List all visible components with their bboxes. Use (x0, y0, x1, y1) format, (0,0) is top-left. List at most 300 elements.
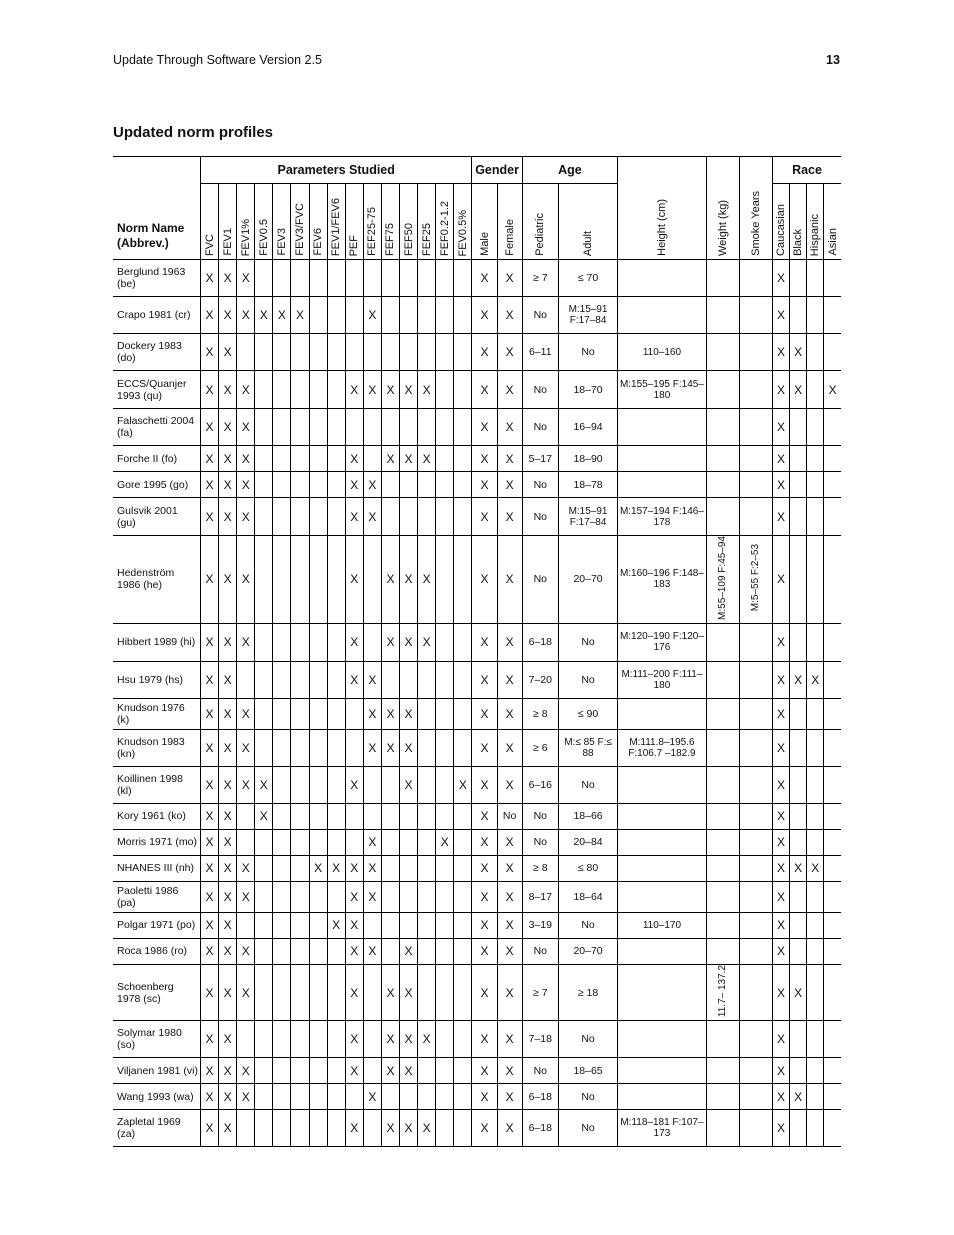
table-cell (454, 446, 472, 472)
table-cell (418, 729, 436, 766)
table-cell: X (497, 472, 522, 498)
table-cell (790, 1058, 807, 1084)
table-cell (618, 1058, 706, 1084)
table-cell: X (363, 498, 381, 536)
table-cell: X (773, 964, 790, 1020)
table-cell: X (497, 938, 522, 964)
table-cell: X (472, 938, 497, 964)
table-cell: X (363, 729, 381, 766)
table-cell: X (773, 409, 790, 446)
table-cell (327, 472, 345, 498)
table-row (113, 1084, 841, 1110)
column-header-weight-kg- (706, 184, 739, 260)
table-cell: X (219, 698, 237, 729)
table-cell (824, 260, 841, 297)
table-cell (807, 803, 824, 829)
table-cell (327, 803, 345, 829)
table-cell (381, 829, 399, 855)
table-cell (400, 297, 418, 334)
table-cell (309, 766, 327, 803)
table-cell: X (200, 1084, 218, 1110)
table-cell: X (345, 881, 363, 912)
table-cell (618, 698, 706, 729)
table-cell: M:157–194 F:146–178 (618, 498, 706, 536)
table-row (113, 912, 841, 938)
table-cell (706, 536, 739, 624)
norm-name-cell: Kory 1961 (ko) (113, 803, 200, 829)
table-cell: X (400, 623, 418, 661)
table-cell: X (472, 1084, 497, 1110)
column-header-label: FEF50 (402, 222, 415, 256)
table-cell: No (522, 409, 558, 446)
table-cell (309, 1110, 327, 1147)
table-cell (418, 803, 436, 829)
table-cell (807, 297, 824, 334)
table-cell: X (400, 1058, 418, 1084)
table-cell: X (773, 472, 790, 498)
gender-group-header: Gender (472, 157, 522, 184)
table-cell (291, 1058, 309, 1084)
table-cell: X (237, 881, 255, 912)
table-cell (273, 698, 291, 729)
table-cell: X (472, 472, 497, 498)
table-cell: X (237, 729, 255, 766)
weight-header-spacer (706, 157, 739, 184)
table-cell (706, 472, 739, 498)
norm-name-cell: Gulsvik 2001 (gu) (113, 498, 200, 536)
table-cell (400, 409, 418, 446)
table-cell (327, 409, 345, 446)
table-cell: X (219, 446, 237, 472)
table-cell: X (418, 536, 436, 624)
table-cell: X (497, 297, 522, 334)
table-cell (454, 829, 472, 855)
table-cell: X (200, 829, 218, 855)
table-cell (309, 498, 327, 536)
parameters-group-header: Parameters Studied (200, 157, 471, 184)
column-header-label: FEV1 (221, 228, 234, 256)
table-cell (790, 729, 807, 766)
table-cell: X (237, 938, 255, 964)
column-header-label: Female (503, 219, 516, 256)
table-cell (327, 729, 345, 766)
table-cell (400, 829, 418, 855)
table-cell (400, 912, 418, 938)
table-cell (273, 536, 291, 624)
table-cell (418, 661, 436, 698)
table-cell: X (497, 409, 522, 446)
table-cell (273, 371, 291, 409)
column-header-fev3-fvc (291, 184, 309, 260)
table-cell: 6–11 (522, 334, 558, 371)
table-cell (739, 498, 772, 536)
table-row (113, 297, 841, 334)
column-header-label: Male (478, 232, 491, 256)
table-cell (327, 766, 345, 803)
table-cell (824, 803, 841, 829)
table-cell (436, 472, 454, 498)
table-cell (309, 446, 327, 472)
table-cell (237, 1021, 255, 1058)
table-cell (454, 698, 472, 729)
table-cell: No (497, 803, 522, 829)
table-cell: X (773, 371, 790, 409)
table-cell: X (345, 498, 363, 536)
table-cell (436, 881, 454, 912)
table-cell (291, 446, 309, 472)
table-cell (255, 1021, 273, 1058)
column-header-label: FEF0.2-1.2 (438, 200, 451, 256)
table-cell (436, 1084, 454, 1110)
table-cell (706, 881, 739, 912)
column-header-label: FEF75 (384, 222, 397, 256)
table-cell (309, 1058, 327, 1084)
table-cell: 18–66 (558, 803, 617, 829)
table-cell: X (345, 536, 363, 624)
table-cell (363, 446, 381, 472)
table-cell (255, 938, 273, 964)
table-cell: X (472, 766, 497, 803)
table-cell (309, 938, 327, 964)
table-cell (454, 260, 472, 297)
table-cell: X (773, 1084, 790, 1110)
table-cell (327, 334, 345, 371)
table-cell: X (219, 661, 237, 698)
table-cell (255, 1058, 273, 1084)
table-cell: X (237, 1084, 255, 1110)
table-cell (418, 964, 436, 1020)
table-cell (807, 409, 824, 446)
table-cell (436, 334, 454, 371)
table-cell: M:111–200 F:111–180 (618, 661, 706, 698)
table-row (113, 964, 841, 1020)
table-cell: X (219, 938, 237, 964)
table-cell (790, 938, 807, 964)
table-cell: X (219, 1021, 237, 1058)
table-cell (255, 729, 273, 766)
table-cell (291, 829, 309, 855)
table-cell: X (237, 766, 255, 803)
table-cell (255, 661, 273, 698)
table-cell (618, 855, 706, 881)
table-cell (381, 297, 399, 334)
table-cell: X (200, 623, 218, 661)
table-cell: M:155–195 F:145–180 (618, 371, 706, 409)
table-cell: X (345, 472, 363, 498)
table-cell (327, 498, 345, 536)
table-cell (309, 1021, 327, 1058)
table-cell (327, 964, 345, 1020)
table-cell (327, 623, 345, 661)
table-cell: No (558, 334, 617, 371)
table-cell: X (400, 729, 418, 766)
table-cell: 3–19 (522, 912, 558, 938)
table-cell: X (363, 1084, 381, 1110)
table-cell: No (522, 1058, 558, 1084)
table-cell (454, 498, 472, 536)
table-cell (255, 536, 273, 624)
column-header-label: FVC (203, 234, 216, 256)
column-header-label: Adult (582, 230, 595, 256)
table-cell (381, 472, 399, 498)
table-cell: X (497, 623, 522, 661)
table-cell: X (200, 698, 218, 729)
table-cell: X (472, 409, 497, 446)
table-cell: X (773, 881, 790, 912)
table-cell (273, 855, 291, 881)
table-cell (273, 881, 291, 912)
table-cell (739, 938, 772, 964)
table-cell: X (497, 698, 522, 729)
table-cell (807, 623, 824, 661)
column-header-fev0-5- (454, 184, 472, 260)
table-cell: X (381, 446, 399, 472)
table-cell: X (472, 446, 497, 472)
column-header-fev6 (309, 184, 327, 260)
table-cell: X (773, 536, 790, 624)
table-cell: X (237, 446, 255, 472)
table-cell (381, 766, 399, 803)
table-cell: X (219, 912, 237, 938)
table-cell (273, 829, 291, 855)
table-cell (381, 938, 399, 964)
table-cell: ≥ 8 (522, 698, 558, 729)
table-cell (345, 409, 363, 446)
table-cell (327, 1021, 345, 1058)
table-cell: 20–70 (558, 938, 617, 964)
norm-name-cell: Knudson 1983 (kn) (113, 729, 200, 766)
table-cell (291, 661, 309, 698)
table-cell (381, 912, 399, 938)
norm-name-cell: Forche II (fo) (113, 446, 200, 472)
table-cell: 20–70 (558, 536, 617, 624)
table-cell (309, 698, 327, 729)
table-cell (273, 1021, 291, 1058)
table-cell: X (381, 1110, 399, 1147)
table-cell: X (497, 766, 522, 803)
table-cell: 6–18 (522, 623, 558, 661)
table-cell (363, 536, 381, 624)
table-cell: X (400, 1110, 418, 1147)
table-cell (790, 1110, 807, 1147)
column-header-label: FEV0.5 (257, 219, 270, 256)
table-cell (291, 766, 309, 803)
table-cell (237, 912, 255, 938)
table-cell (824, 698, 841, 729)
table-cell: X (418, 446, 436, 472)
table-cell (807, 698, 824, 729)
table-cell: X (472, 1058, 497, 1084)
table-cell: X (472, 260, 497, 297)
table-cell (273, 334, 291, 371)
table-cell: M:160–196 F:148–183 (618, 536, 706, 624)
table-cell (436, 729, 454, 766)
table-cell (436, 855, 454, 881)
table-cell (309, 623, 327, 661)
table-cell (824, 1021, 841, 1058)
table-cell (824, 881, 841, 912)
table-cell (291, 1084, 309, 1110)
table-cell: X (472, 1021, 497, 1058)
table-cell (255, 371, 273, 409)
table-cell (618, 446, 706, 472)
table-row (113, 260, 841, 297)
table-cell: No (522, 498, 558, 536)
table-cell: 110–170 (618, 912, 706, 938)
table-cell (824, 729, 841, 766)
table-cell: X (200, 964, 218, 1020)
table-cell: X (255, 766, 273, 803)
table-cell (309, 803, 327, 829)
table-cell (618, 472, 706, 498)
norm-name-cell: Knudson 1976 (k) (113, 698, 200, 729)
table-cell: X (200, 472, 218, 498)
table-row (113, 446, 841, 472)
table-cell: X (497, 446, 522, 472)
table-cell (255, 964, 273, 1020)
table-cell: X (200, 661, 218, 698)
table-cell: X (219, 881, 237, 912)
table-cell: X (237, 498, 255, 536)
table-cell: X (824, 371, 841, 409)
running-header: Update Through Software Version 2.5 (113, 53, 322, 67)
table-cell: X (345, 1021, 363, 1058)
table-cell: X (773, 938, 790, 964)
table-cell (327, 698, 345, 729)
table-cell (291, 472, 309, 498)
table-cell (273, 1084, 291, 1110)
table-cell: X (219, 409, 237, 446)
table-cell: 6–18 (522, 1110, 558, 1147)
table-cell (255, 409, 273, 446)
table-cell (618, 1021, 706, 1058)
table-cell (291, 623, 309, 661)
table-cell (381, 1084, 399, 1110)
table-cell (381, 409, 399, 446)
norm-name-cell: ECCS/Quanjer 1993 (qu) (113, 371, 200, 409)
norm-name-header: Norm Name (Abbrev.) (113, 157, 200, 260)
table-cell (824, 536, 841, 624)
table-cell: No (522, 803, 558, 829)
column-header-label: FEV3/FVC (293, 203, 306, 256)
table-cell (291, 881, 309, 912)
table-cell: X (472, 297, 497, 334)
table-cell: X (219, 964, 237, 1020)
table-cell: X (363, 855, 381, 881)
table-cell (345, 829, 363, 855)
table-cell (363, 1110, 381, 1147)
page-number: 13 (826, 53, 840, 67)
table-cell (807, 446, 824, 472)
table-cell (327, 260, 345, 297)
table-cell (739, 260, 772, 297)
table-cell (436, 371, 454, 409)
table-cell: X (381, 729, 399, 766)
column-header-fev3 (273, 184, 291, 260)
table-cell: X (200, 1110, 218, 1147)
table-cell: X (418, 371, 436, 409)
table-cell: X (219, 1084, 237, 1110)
table-cell (454, 623, 472, 661)
table-cell: X (200, 1058, 218, 1084)
table-cell (790, 260, 807, 297)
column-header-fef0-2-1-2 (436, 184, 454, 260)
table-cell (400, 472, 418, 498)
table-cell (291, 371, 309, 409)
table-cell (824, 964, 841, 1020)
table-cell (790, 472, 807, 498)
table-cell (400, 661, 418, 698)
table-cell (327, 536, 345, 624)
table-cell: X (790, 964, 807, 1020)
table-cell (790, 446, 807, 472)
table-cell (273, 938, 291, 964)
table-cell (273, 766, 291, 803)
table-cell: X (219, 536, 237, 624)
table-cell: M:118–181 F:107–173 (618, 1110, 706, 1147)
table-cell: X (345, 855, 363, 881)
table-cell (418, 881, 436, 912)
table-cell (327, 371, 345, 409)
table-cell: X (773, 1021, 790, 1058)
column-header-label: FEV1/FEV6 (330, 197, 343, 256)
table-cell: X (200, 1021, 218, 1058)
column-header-label: Hispanic (809, 213, 822, 256)
table-cell: X (381, 964, 399, 1020)
norm-name-cell: Hibbert 1989 (hi) (113, 623, 200, 661)
table-cell: X (773, 334, 790, 371)
norm-profiles-table (113, 156, 841, 1147)
table-cell (273, 623, 291, 661)
table-cell: X (200, 729, 218, 766)
table-row (113, 371, 841, 409)
table-cell: No (522, 371, 558, 409)
table-cell (436, 661, 454, 698)
table-cell: X (773, 260, 790, 297)
table-cell (807, 1084, 824, 1110)
table-cell: ≥ 8 (522, 855, 558, 881)
table-cell (273, 446, 291, 472)
table-cell (363, 912, 381, 938)
race-group-header: Race (773, 157, 841, 184)
table-cell: X (200, 260, 218, 297)
table-cell: X (219, 371, 237, 409)
table-cell (363, 409, 381, 446)
table-cell: X (381, 371, 399, 409)
table-cell (807, 729, 824, 766)
table-cell: X (773, 1110, 790, 1147)
table-cell (739, 409, 772, 446)
norm-name-cell: Viljanen 1981 (vi) (113, 1058, 200, 1084)
column-header-label: FEV3 (275, 228, 288, 256)
table-cell (291, 729, 309, 766)
table-cell (309, 472, 327, 498)
table-cell (273, 409, 291, 446)
table-cell (706, 829, 739, 855)
table-cell (291, 1021, 309, 1058)
table-cell (381, 803, 399, 829)
table-cell (824, 1084, 841, 1110)
table-cell (706, 729, 739, 766)
table-cell (345, 729, 363, 766)
table-cell: X (237, 855, 255, 881)
table-cell: ≥ 7 (522, 260, 558, 297)
norm-name-cell: Roca 1986 (ro) (113, 938, 200, 964)
table-cell (400, 260, 418, 297)
table-cell (327, 938, 345, 964)
table-cell: No (522, 297, 558, 334)
table-cell: No (522, 829, 558, 855)
